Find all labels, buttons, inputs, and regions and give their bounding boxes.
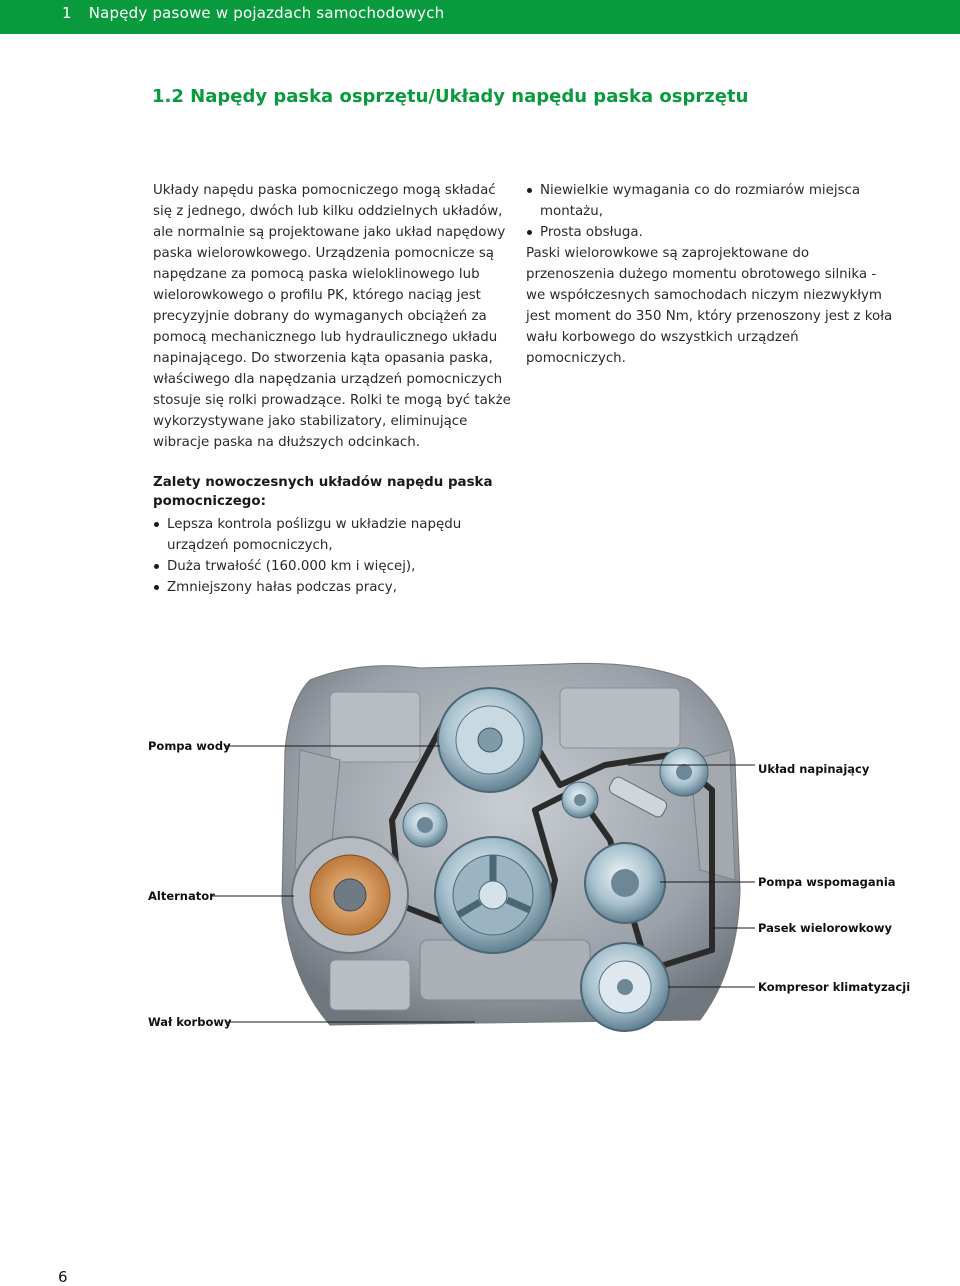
label-ac-compressor: Kompresor klimatyzacji xyxy=(758,980,911,994)
idler-pulley xyxy=(403,803,447,847)
left-column xyxy=(153,180,513,453)
label-alternator: Alternator xyxy=(148,889,215,903)
list-item: Duża trwałość (160.000 km i więcej), xyxy=(153,556,523,577)
advantages-list xyxy=(153,514,523,598)
label-crankshaft: Wał korbowy xyxy=(148,1015,232,1029)
label-belt: Pasek wielorowkowy xyxy=(758,921,892,935)
list-item: Prosta obsługa. xyxy=(526,222,896,243)
alternator xyxy=(292,837,408,953)
right-column xyxy=(526,180,896,369)
label-tensioner: Układ napinający xyxy=(758,762,870,776)
water-pump-pulley xyxy=(438,688,542,792)
chapter-title: Napędy pasowe w pojazdach samochodowych xyxy=(88,4,445,22)
ac-compressor-pulley xyxy=(581,943,669,1031)
label-power-steering: Pompa wspomagania xyxy=(758,875,896,889)
list-item: Zmniejszony hałas podczas pracy, xyxy=(153,577,523,598)
power-steering-pulley xyxy=(585,843,665,923)
engine-belt-diagram xyxy=(0,640,960,1060)
label-water-pump: Pompa wody xyxy=(148,739,231,753)
advantages-title: Zalety nowoczesnych układów napędu paska pomocniczego: xyxy=(153,475,493,509)
chapter-header-bar xyxy=(0,0,960,34)
intro-paragraph: Układy napędu paska pomocniczego mogą składać się z jednego, dwóch lub kilku oddzielnych układów, ale normalnie są projektowane jako układ napędowy paska wielorowkowego. Urządzenia pomocnicze są napędzane za pomocą paska wieloklinowego lub wielorowkowego o profilu PK, którego naciąg jest precyzyjnie dobrany do wymaganych obciążeń za pomocą mechanicznego lub hydraulicznego układu napinającego. Do stworzenia kąta opasania paska, właściwego dla napędzania urządzeń pomocniczych stosuje się rolki prowadzące. Rolki te mogą być także wykorzystywane jako stabilizatory, eliminujące wibracje paska na dłuższych odcinkach. xyxy=(153,183,511,450)
list-item: Lepsza kontrola poślizgu w układzie napędu urządzeń pomocniczych, xyxy=(153,514,523,556)
chapter-heading xyxy=(62,4,444,22)
section-title: 1.2 Napędy paska osprzętu/Układy napędu paska osprzętu xyxy=(152,86,749,107)
right-bullets xyxy=(526,180,896,243)
list-item: Niewielkie wymagania co do rozmiarów miejsca montażu, xyxy=(526,180,896,222)
chapter-number: 1 xyxy=(62,4,72,22)
page-number: 6 xyxy=(58,1268,68,1286)
crankshaft-pulley xyxy=(435,837,551,953)
belt-paragraph: Paski wielorowkowe są zaprojektowane do przenoszenia dużego momentu obrotowego silnika - we współczesnych samochodach niczym niezwykłym jest moment do 350 Nm, który przenoszony jest z koła wału korbowego do wszystkich urządzeń pomocniczych. xyxy=(526,246,893,366)
